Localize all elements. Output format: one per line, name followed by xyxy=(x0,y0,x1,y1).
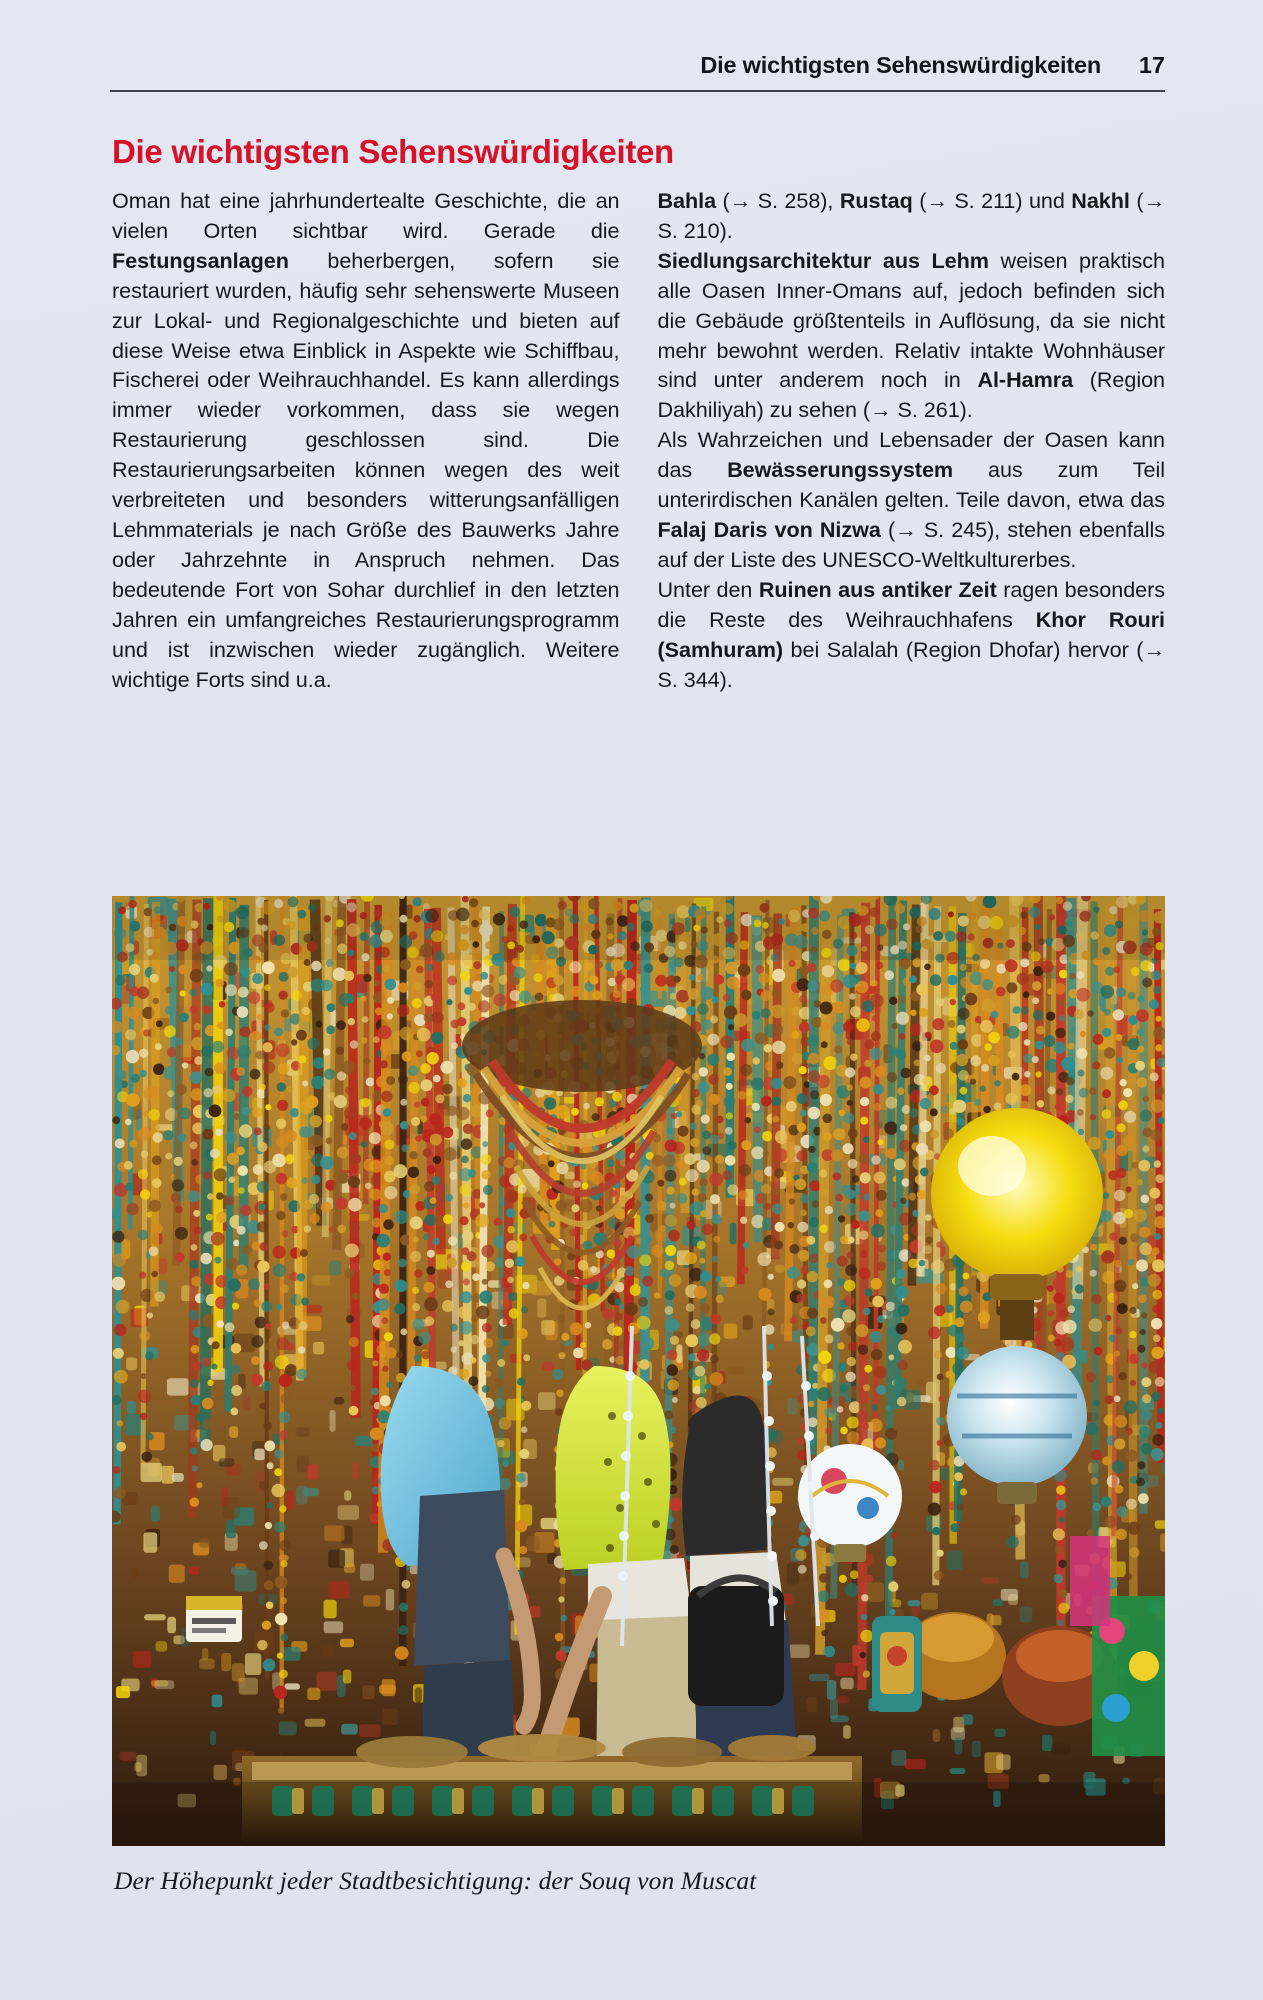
text-column-right xyxy=(658,186,1166,694)
emphasis-term: Al-Hamra xyxy=(977,367,1074,393)
body-text-run: (→ S. 211) und xyxy=(912,188,1072,213)
souq-photo-illustration xyxy=(112,896,1165,1846)
emphasis-term: Falaj Daris von Nizwa xyxy=(657,516,881,542)
page-title: Die wichtigsten Sehenswürdigkeiten xyxy=(112,133,674,171)
body-paragraph xyxy=(112,186,620,694)
emphasis-term: Rustaq xyxy=(839,188,913,213)
emphasis-term: Bewässerungssystem xyxy=(727,457,954,483)
running-head-title: Die wichtigsten Sehenswürdigkeiten xyxy=(700,52,1101,78)
emphasis-term: Siedlungsarchitektur aus Lehm xyxy=(657,247,989,273)
body-text-run: Als Wahrzeichen und Lebensader der Oasen kann das xyxy=(657,427,1165,483)
emphasis-term: Bahla xyxy=(657,188,717,213)
emphasis-term: Nakhl xyxy=(1071,188,1130,213)
running-head xyxy=(110,52,1165,86)
souq-photograph xyxy=(112,896,1165,1846)
body-text-run: beherbergen, sofern sie restauriert wurden, häufig sehr sehenswerte Museen zur Lokal- und Regionalgeschichte und bieten auf diese Weise etwa Einblick in Aspekte wie Schiffbau, Fischerei oder Weihrauchhandel. Es kann allerdings immer wieder vorkommen, dass sie wegen Restaurierung geschlossen sind. Die Restaurierungsarbeiten können wegen des weit verbreiteten und besonders witterungsanfälligen Lehmmaterials je nach Größe des Bauwerks Jahre oder Jahrzehnte in Anspruch nehmen. Das bedeutende Fort von Sohar durchlief in den letzten Jahren ein umfangreiches Restaurierungsprogramm und ist inzwischen wieder zugänglich. Weitere wichtige Forts sind u.a. xyxy=(112,247,620,692)
body-text-run: (→ S. 210). xyxy=(657,188,1165,243)
body-text-run: Oman hat eine jahrhundertealte Geschichte, die an vielen Orten sichtbar wird. Gerade die xyxy=(112,188,620,243)
body-text-run: (→ S. 258), xyxy=(716,188,840,213)
body-text-run: aus zum Teil unterirdischen Kanälen gelten. Teile davon, etwa das xyxy=(657,457,1165,513)
body-text-run: weisen praktisch alle Oasen Inner-Omans auf, jedoch befinden sich die Gebäude größtenteils in Auflösung, da sie nicht mehr bewohnt werden. Relativ intakte Wohnhäuser sind unter anderem noch in xyxy=(657,247,1165,393)
body-text-run: (Region Dakhiliyah) zu sehen (→ S. 261). xyxy=(657,367,1165,423)
figure-caption: Der Höhepunkt jeder Stadtbesichtigung: der Souq von Muscat xyxy=(114,1866,757,1895)
header-divider xyxy=(110,90,1165,92)
body-paragraph xyxy=(658,186,1166,694)
body-columns xyxy=(112,186,1165,694)
body-text-run: (→ S. 245), stehen ebenfalls auf der Liste des UNESCO-Weltkulturerbes. xyxy=(657,516,1165,572)
emphasis-term: Khor Rouri (Samhuram) xyxy=(657,606,1165,662)
body-text-run: bei Salalah (Region Dhofar) hervor (→ S. 344). xyxy=(657,636,1165,692)
emphasis-term: Festungsanlagen xyxy=(112,247,289,273)
body-text-run: ragen besonders die Reste des Weihrauchhafens xyxy=(657,576,1166,632)
emphasis-term: Ruinen aus antiker Zeit xyxy=(758,576,997,602)
body-text-run: Unter den xyxy=(657,576,759,602)
text-column-left xyxy=(112,186,620,694)
cctv-placard xyxy=(186,1596,242,1642)
page-number: 17 xyxy=(1138,52,1165,78)
